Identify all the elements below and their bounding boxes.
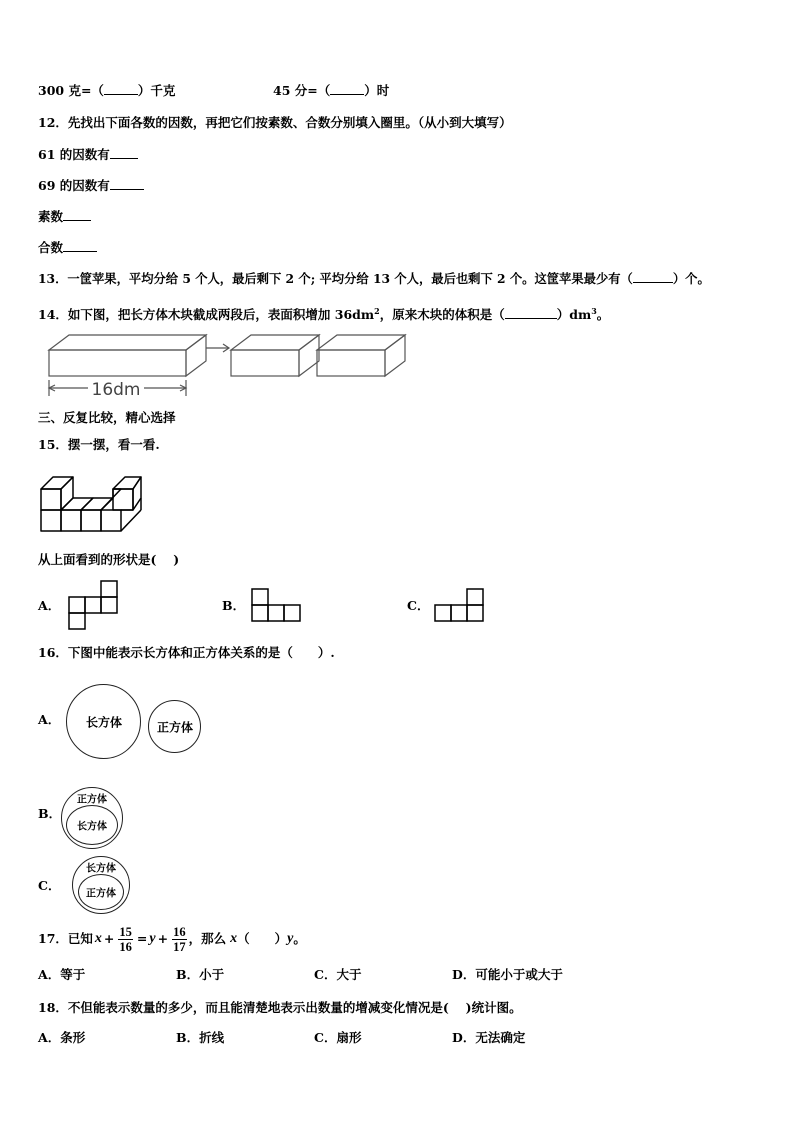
q15-option-c[interactable]: C． bbox=[407, 598, 430, 613]
question-17: 17．已知 x + $\frac{15}{16}$ = y + $\frac{16}{17}$ ，那么 x （ ） y 。 bbox=[38, 924, 306, 954]
section-heading: 三、反复比较，精心选择 bbox=[38, 410, 176, 425]
question-15: 15．摆一摆，看一看. bbox=[38, 437, 160, 452]
q15-option-b-shape bbox=[251, 588, 303, 622]
answer-blank[interactable] bbox=[104, 83, 138, 95]
q12-line-69: 69 的因数有 bbox=[38, 178, 144, 194]
long-block-front bbox=[49, 350, 186, 376]
q17-option-d[interactable]: D．可能小于或大于 bbox=[452, 967, 563, 982]
piece2-side bbox=[385, 335, 405, 376]
c-inner-label: 正方体 bbox=[86, 888, 116, 900]
q15-option-b[interactable]: B． bbox=[222, 598, 246, 613]
q17-option-a[interactable]: A．等于 bbox=[38, 967, 86, 982]
q16-option-c[interactable]: C． bbox=[38, 878, 61, 893]
q18-option-c[interactable]: C．扇形 bbox=[314, 1030, 362, 1045]
q15-prompt: 从上面看到的形状是( ) bbox=[38, 552, 180, 567]
q12-prime: 素数 bbox=[38, 209, 91, 225]
question-14: 14．如下图，把长方体木块截成两段后，表面积增加 $36dm^2$，原来木块的体积是（ ）$dm^3$。 bbox=[38, 306, 610, 323]
answer-blank[interactable] bbox=[63, 240, 97, 252]
cube-stack-figure bbox=[40, 476, 142, 532]
piece1-front bbox=[231, 350, 299, 376]
unit-conversion-row-2: 45 分=（ ）时 bbox=[273, 83, 390, 98]
q18-option-a[interactable]: A．条形 bbox=[38, 1030, 86, 1045]
q18-option-d[interactable]: D．无法确定 bbox=[452, 1030, 526, 1045]
cuboid-label: 长方体 bbox=[85, 715, 123, 730]
q12-composite: 合数 bbox=[38, 240, 97, 256]
answer-blank[interactable] bbox=[633, 271, 673, 283]
q15-option-a-shape bbox=[67, 580, 119, 630]
unit-conversion-row: 300 克=（ ）千克 bbox=[38, 83, 176, 98]
q15-option-a[interactable]: A． bbox=[38, 598, 61, 613]
question-18: 18．不但能表示数量的多少，而且能清楚地表示出数量的增减变化情况是( )统计图。 bbox=[38, 1000, 522, 1015]
piece1-top bbox=[231, 335, 319, 350]
fraction-15-16: $\frac{15}{16}$ bbox=[119, 924, 132, 954]
piece2-front bbox=[317, 350, 385, 376]
cuboid-cut-figure bbox=[44, 330, 414, 405]
answer-blank[interactable] bbox=[330, 83, 364, 95]
fraction-16-17: $\frac{16}{17}$ bbox=[173, 924, 186, 954]
q12-line-61: 61 的因数有 bbox=[38, 147, 138, 163]
b-inner-label: 长方体 bbox=[77, 821, 107, 833]
question-13: 13．一筐苹果，平均分给 5 个人，最后剩下 2 个; 平均分给 13 个人，最后也剩下 2 个。这筐苹果最少有（ ）个。 bbox=[38, 271, 710, 286]
question-16: 16．下图中能表示长方体和正方体关系的是（ ）. bbox=[38, 645, 335, 660]
q15-option-c-shape bbox=[434, 588, 488, 622]
answer-blank[interactable] bbox=[110, 178, 144, 190]
piece2-top bbox=[317, 335, 405, 350]
c-outer-label: 长方体 bbox=[86, 863, 116, 875]
answer-blank[interactable] bbox=[110, 147, 138, 159]
long-block-side bbox=[186, 335, 206, 376]
piece1-side bbox=[299, 335, 319, 376]
q16-option-b[interactable]: B． bbox=[38, 806, 62, 821]
dim-label: 16dm bbox=[91, 380, 141, 400]
cube-label: 正方体 bbox=[156, 720, 194, 735]
answer-blank[interactable] bbox=[505, 307, 557, 319]
long-block-top bbox=[49, 335, 206, 350]
q16-option-a[interactable]: A． bbox=[38, 712, 61, 727]
q17-option-b[interactable]: B．小于 bbox=[176, 967, 225, 982]
question-12: 12．先找出下面各数的因数，再把它们按素数、合数分别填入圈里。（从小到大填写） bbox=[38, 115, 512, 130]
b-outer-label: 正方体 bbox=[77, 794, 107, 806]
answer-blank[interactable] bbox=[63, 209, 91, 221]
q18-option-b[interactable]: B．折线 bbox=[176, 1030, 225, 1045]
q17-option-c[interactable]: C．大于 bbox=[314, 967, 362, 982]
